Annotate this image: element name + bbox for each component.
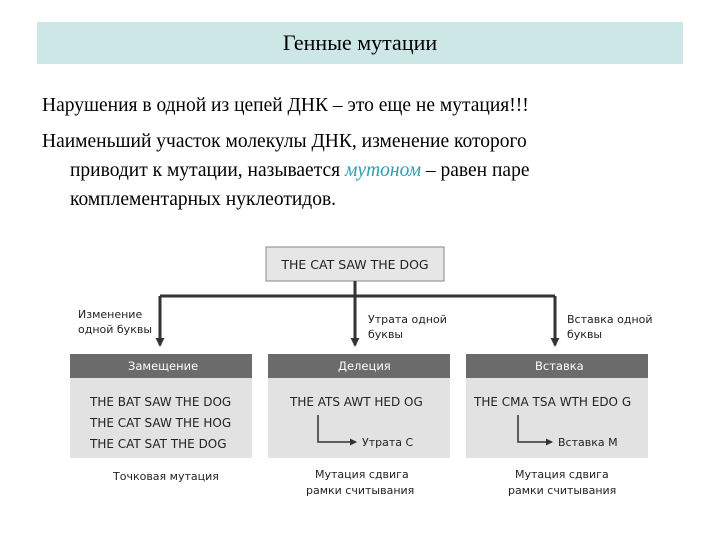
text-line-4: комплементарных нуклеотидов. — [70, 189, 337, 210]
middle-branch-label-2: буквы — [368, 328, 404, 341]
text-line-2: Наименьший участок молекулы ДНК, изменение которого — [42, 131, 527, 152]
text-line-3-end: – равен паре — [421, 160, 530, 181]
deletion-caption-2: рамки считывания — [306, 484, 415, 497]
insertion-row-1: THE CMA TSA WTH EDO G — [474, 395, 632, 409]
root-text: THE CAT SAW THE DOG — [281, 257, 429, 272]
substitution-row-2: THE CAT SAW THE HOG — [90, 416, 232, 430]
insertion-body — [466, 378, 648, 458]
substitution-header-text: Замещение — [128, 359, 199, 373]
insertion-caption-1: Мутация сдвига — [515, 468, 609, 481]
muton-term: мутоном — [344, 160, 422, 181]
deletion-header-text: Делеция — [338, 359, 391, 373]
deletion-marker-label: Утрата С — [362, 436, 414, 449]
insertion-caption-2: рамки считывания — [508, 484, 617, 497]
deletion-caption-1: Мутация сдвига — [315, 468, 409, 481]
left-branch-label-2: одной буквы — [78, 323, 153, 336]
text-line-3-start: приводит к мутации, называется — [70, 160, 345, 181]
right-branch-label-2: буквы — [567, 328, 603, 341]
deletion-body — [268, 378, 450, 458]
deletion-row-1: THE ATS AWT HED OG — [290, 395, 423, 409]
insertion-marker-label: Вставка М — [558, 436, 618, 449]
text-line-1: Нарушения в одной из цепей ДНК – это еще не мутация!!! — [42, 95, 529, 116]
insertion-header-text: Вставка — [535, 359, 584, 373]
middle-branch-label-1: Утрата одной — [368, 313, 447, 326]
left-branch-label-1: Изменение — [78, 308, 143, 321]
substitution-row-1: THE BAT SAW THE DOG — [90, 395, 232, 409]
substitution-row-3: THE CAT SAT THE DOG — [90, 437, 227, 451]
slide-title: Генные мутации — [282, 30, 438, 55]
substitution-caption: Точковая мутация — [113, 470, 219, 483]
right-branch-label-1: Вставка одной — [567, 313, 653, 326]
